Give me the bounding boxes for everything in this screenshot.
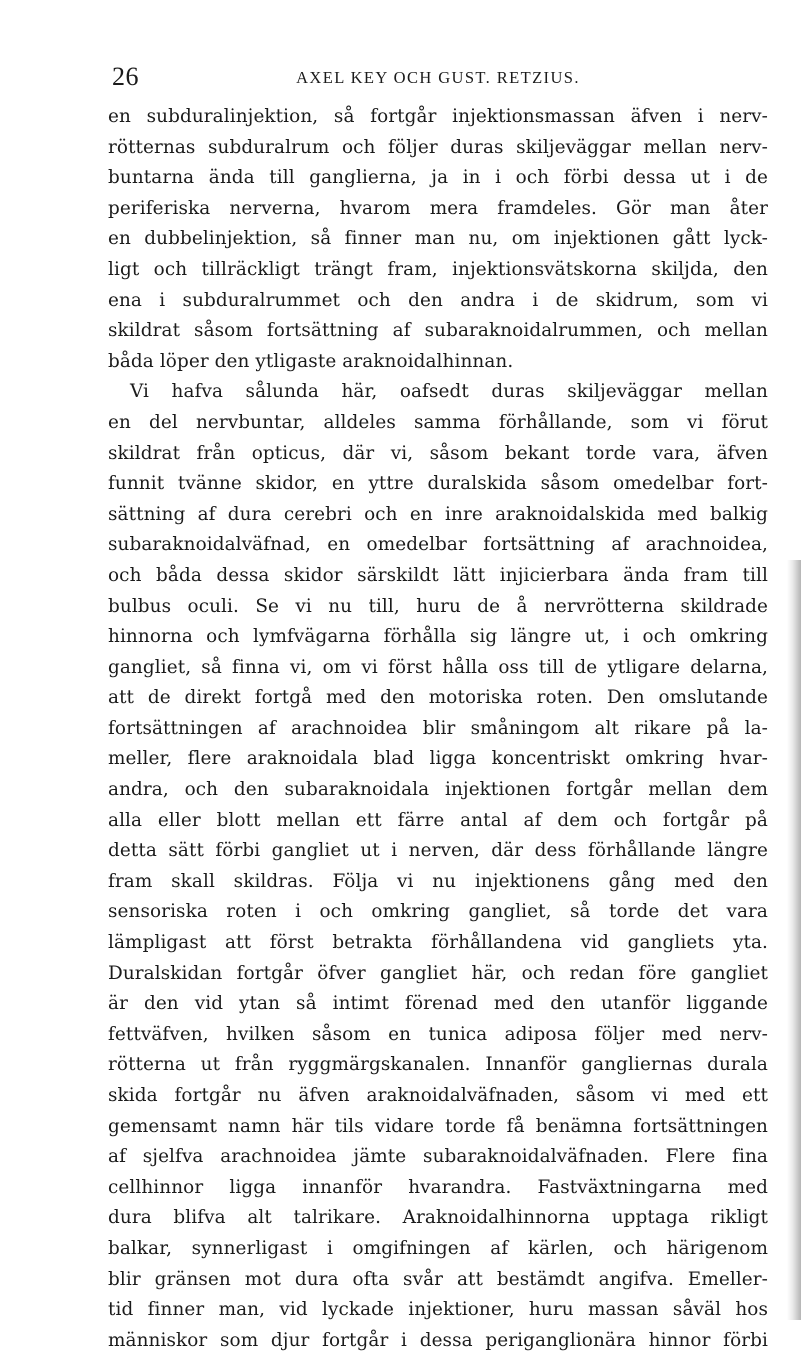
text-line: och båda dessa skidor särskildt lätt injicierbara ända fram till <box>108 564 768 586</box>
text-line: blir gränsen mot dura ofta svår att bestämdt angifva. Emeller- <box>108 1268 768 1290</box>
page-number: 26 <box>112 62 139 91</box>
text-line: sensoriska roten i och omkring gangliet, så torde det vara <box>108 901 768 923</box>
text-line: gemensamt namn här tils vidare torde få benämna fortsättningen <box>108 1115 768 1137</box>
page-edge-shadow <box>787 560 801 1320</box>
text-line: andra, och den subaraknoidala injektionen fortgår mellan dem <box>108 779 768 801</box>
text-line: cellhinnor ligga innanför hvarandra. Fastväxtningarna med <box>108 1176 768 1198</box>
text-line: meller, flere araknoidala blad ligga koncentriskt omkring hvar- <box>108 748 768 770</box>
text-line: ena i subduralrummet och den andra i de skidrum, som vi <box>108 289 768 311</box>
text-line: funnit tvänne skidor, en yttre duralskida såsom omedelbar fort- <box>108 473 768 495</box>
text-line: skildrat från opticus, där vi, såsom bekant torde vara, äfven <box>108 442 768 464</box>
text-line: detta sätt förbi gangliet ut i nerven, där dess förhållande längre <box>108 840 768 862</box>
text-line: en dubbelinjektion, så finner man nu, om injektionen gått lyck- <box>108 228 768 250</box>
text-line: lämpligast att först betrakta förhållandena vid gangliets yta. <box>108 932 768 954</box>
text-line: rötterna ut från ryggmärgskanalen. Innanför gangliernas durala <box>108 1054 768 1076</box>
text-line: Duralskidan fortgår öfver gangliet här, och redan före gangliet <box>108 962 768 984</box>
text-line: sättning af dura cerebri och en inre araknoidalskida med balkig <box>108 503 768 525</box>
text-line: bulbus oculi. Se vi nu till, huru de å nervrötterna skildrade <box>108 595 768 617</box>
text-line: rötternas subduralrum och följer duras skiljeväggar mellan nerv- <box>108 136 768 158</box>
text-line: fettväfven, hvilken såsom en tunica adiposa följer med nerv- <box>108 1023 768 1045</box>
text-line: dura blifva alt talrikare. Araknoidalhinnorna upptaga rikligt <box>108 1207 768 1229</box>
text-line: skildrat såsom fortsättning af subaraknoidalrummen, och mellan <box>108 320 768 342</box>
text-line: balkar, synnerligast i omgifningen af kärlen, och härigenom <box>108 1237 768 1259</box>
text-line: människor som djur fortgår i dessa periganglionära hinnor förbi <box>108 1329 768 1351</box>
text-line: hinnorna och lymfvägarna förhålla sig längre ut, i och omkring <box>108 626 768 648</box>
body-text <box>108 102 768 1356</box>
text-line: periferiska nerverna, hvarom mera framdeles. Gör man åter <box>108 197 768 219</box>
text-line: buntarna ända till ganglierna, ja in i och förbi dessa ut i de <box>108 167 768 189</box>
text-line: fram skall skildras. Följa vi nu injektionens gång med den <box>108 870 768 892</box>
paragraph-start-line: Vi hafva sålunda här, oafsedt duras skiljeväggar mellan <box>130 381 768 403</box>
text-line: fortsättningen af arachnoidea blir småningom alt rikare på la- <box>108 717 768 739</box>
text-line: båda löper den ytligaste araknoidalhinnan. <box>108 350 514 372</box>
text-line: en del nervbuntar, alldeles samma förhållande, som vi förut <box>108 411 768 433</box>
text-line: ligt och tillräckligt trängt fram, injektionsvätskorna skiljda, den <box>108 258 768 280</box>
text-line: att de direkt fortgå med den motoriska roten. Den omslutande <box>108 687 768 709</box>
running-head: AXEL KEY OCH GUST. RETZIUS. <box>296 68 580 87</box>
page-header <box>108 58 768 91</box>
text-line: skida fortgår nu äfven araknoidalväfnaden, såsom vi med ett <box>108 1085 768 1106</box>
text-line: gangliet, så finna vi, om vi först hålla oss till de ytligare delarna, <box>108 656 768 678</box>
text-line: är den vid ytan så intimt förenad med den utanför liggande <box>108 993 768 1015</box>
text-line: en subduralinjektion, så fortgår injektionsmassan äfven i nerv- <box>108 106 768 127</box>
text-line: af sjelfva arachnoidea jämte subaraknoidalväfnaden. Flere fina <box>108 1146 768 1168</box>
text-line: tid finner man, vid lyckade injektioner, huru massan såväl hos <box>108 1299 768 1321</box>
text-line: subaraknoidalväfnad, en omedelbar fortsättning af arachnoidea, <box>108 534 768 556</box>
text-line: alla eller blott mellan ett färre antal af dem och fortgår på <box>108 809 768 831</box>
